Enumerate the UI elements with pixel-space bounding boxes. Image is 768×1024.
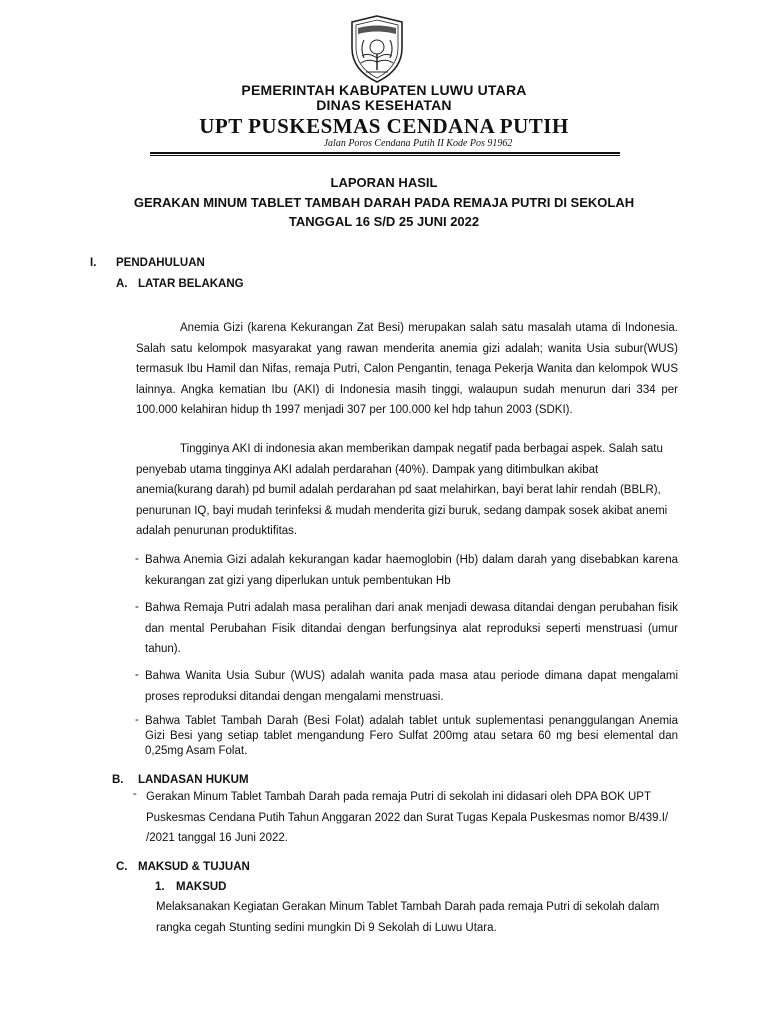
maksud-title: MAKSUD bbox=[176, 881, 227, 893]
letterhead-rule-thin bbox=[150, 155, 620, 156]
bullet-marker: - bbox=[135, 553, 139, 565]
landasan-marker: - bbox=[133, 788, 137, 800]
subsection-c-letter: C. bbox=[116, 861, 128, 873]
landasan-hukum-text: Gerakan Minum Tablet Tambah Darah pada remaja Putri di sekolah ini didasari oleh DPA BOK UPT Puskesmas Cendana Putih Tahun Anggaran 2022 dan Surat Tugas Kepala Puskesmas nomor B/439.I/ /2021 tanggal 16 Juni 2022. bbox=[146, 791, 669, 844]
bullet-item-2: Bahwa Remaja Putri adalah masa peralihan dari anak menjadi dewasa ditandai dengan perubahan fisik dan mental Perubahan Fisik ditandai dengan berfungsinya alat reproduksi seperti menstruasi (umur tahun). bbox=[145, 602, 678, 655]
maksud-text: Melaksanakan Kegiatan Gerakan Minum Tablet Tambah Darah pada remaja Putri di sekolah dalam rangka cegah Stunting sedini mungkin Di 9 Sekolah di Luwu Utara. bbox=[156, 901, 660, 934]
report-title-3: TANGGAL 16 S/D 25 JUNI 2022 bbox=[288, 214, 480, 229]
report-title-2: GERAKAN MINUM TABLET TAMBAH DARAH PADA REMAJA PUTRI DI SEKOLAH bbox=[133, 195, 635, 210]
bullet-item-3: Bahwa Wanita Usia Subur (WUS) adalah wanita pada masa atau periode dimana dapat mengalami proses reproduksi ditandai dengan mengalami menstruasi. bbox=[145, 670, 678, 703]
coat-of-arms-icon bbox=[344, 14, 410, 84]
subsection-a-title: LATAR BELAKANG bbox=[138, 278, 244, 290]
subsection-a-letter: A. bbox=[116, 278, 128, 290]
section-1-numeral: I. bbox=[90, 257, 97, 269]
bullet-marker: - bbox=[135, 714, 139, 726]
bullet-item-1: Bahwa Anemia Gizi adalah kekurangan kadar haemoglobin (Hb) dalam darah yang disebabkan karena kekurangan zat gizi yang diperlukan untuk pembentukan Hb bbox=[145, 554, 678, 587]
latar-belakang-paragraph-2: Tingginya AKI di indonesia akan memberikan dampak negatif pada berbagai aspek. Salah satu penyebab utama tingginya AKI adalah perdarahan (40%). Dampak yang ditimbulkan akibat anemia(kurang darah) pd bumil adalah perdarahan pd saat melahirkan, bayi berat lahir rendah (BBLR), penurunan IQ, bayi mudah terinfeksi & mudah menderita gizi buruk, sedang dampak sosek akibat anemi adalah penurunan produktifitas. bbox=[136, 443, 668, 537]
report-title-1: LAPORAN HASIL bbox=[330, 175, 438, 190]
org-line-1: PEMERINTAH KABUPATEN LUWU UTARA bbox=[241, 82, 527, 98]
address: Jalan Poros Cendana Putih II Kode Pos 91962 bbox=[323, 138, 513, 149]
section-1-title: PENDAHULUAN bbox=[116, 257, 205, 269]
letterhead-rule-thick bbox=[150, 152, 620, 154]
latar-belakang-paragraph-1: Anemia Gizi (karena Kekurangan Zat Besi) merupakan salah satu masalah utama di Indonesia. Salah satu kelompok masyarakat yang rawan menderita anemia gizi adalah; wanita Usia subur(WUS) termasuk Ibu Hamil dan Nifas, remaja Putri, Calon Pengantin, tenaga Pekerja Wanita dan kelompok WUS lainnya. Angka kematian Ibu (AKI) di Indonesia masih tinggi, walaupun sudah menurun dari 334 per 100.000 kelahiran hidup th 1997 menjadi 307 per 100.000 kel hdp tahun 2003 (SDKI). bbox=[136, 322, 678, 416]
subsection-b-letter: B. bbox=[112, 774, 124, 786]
maksud-number: 1. bbox=[155, 881, 165, 893]
org-line-3: UPT PUSKESMAS CENDANA PUTIH bbox=[199, 114, 569, 138]
org-line-2: DINAS KESEHATAN bbox=[316, 97, 452, 113]
subsection-b-title: LANDASAN HUKUM bbox=[138, 774, 249, 786]
bullet-marker: - bbox=[135, 669, 139, 681]
subsection-c-title: MAKSUD & TUJUAN bbox=[138, 861, 250, 873]
bullet-marker: - bbox=[135, 601, 139, 613]
bullet-item-4: Bahwa Tablet Tambah Darah (Besi Folat) adalah tablet untuk suplementasi penanggulangan Anemia Gizi Besi yang setiap tablet mengandung Fero Sulfat 200mg atau setara 60 mg besi elemental dan 0,25mg Asam Folat. bbox=[145, 715, 678, 757]
